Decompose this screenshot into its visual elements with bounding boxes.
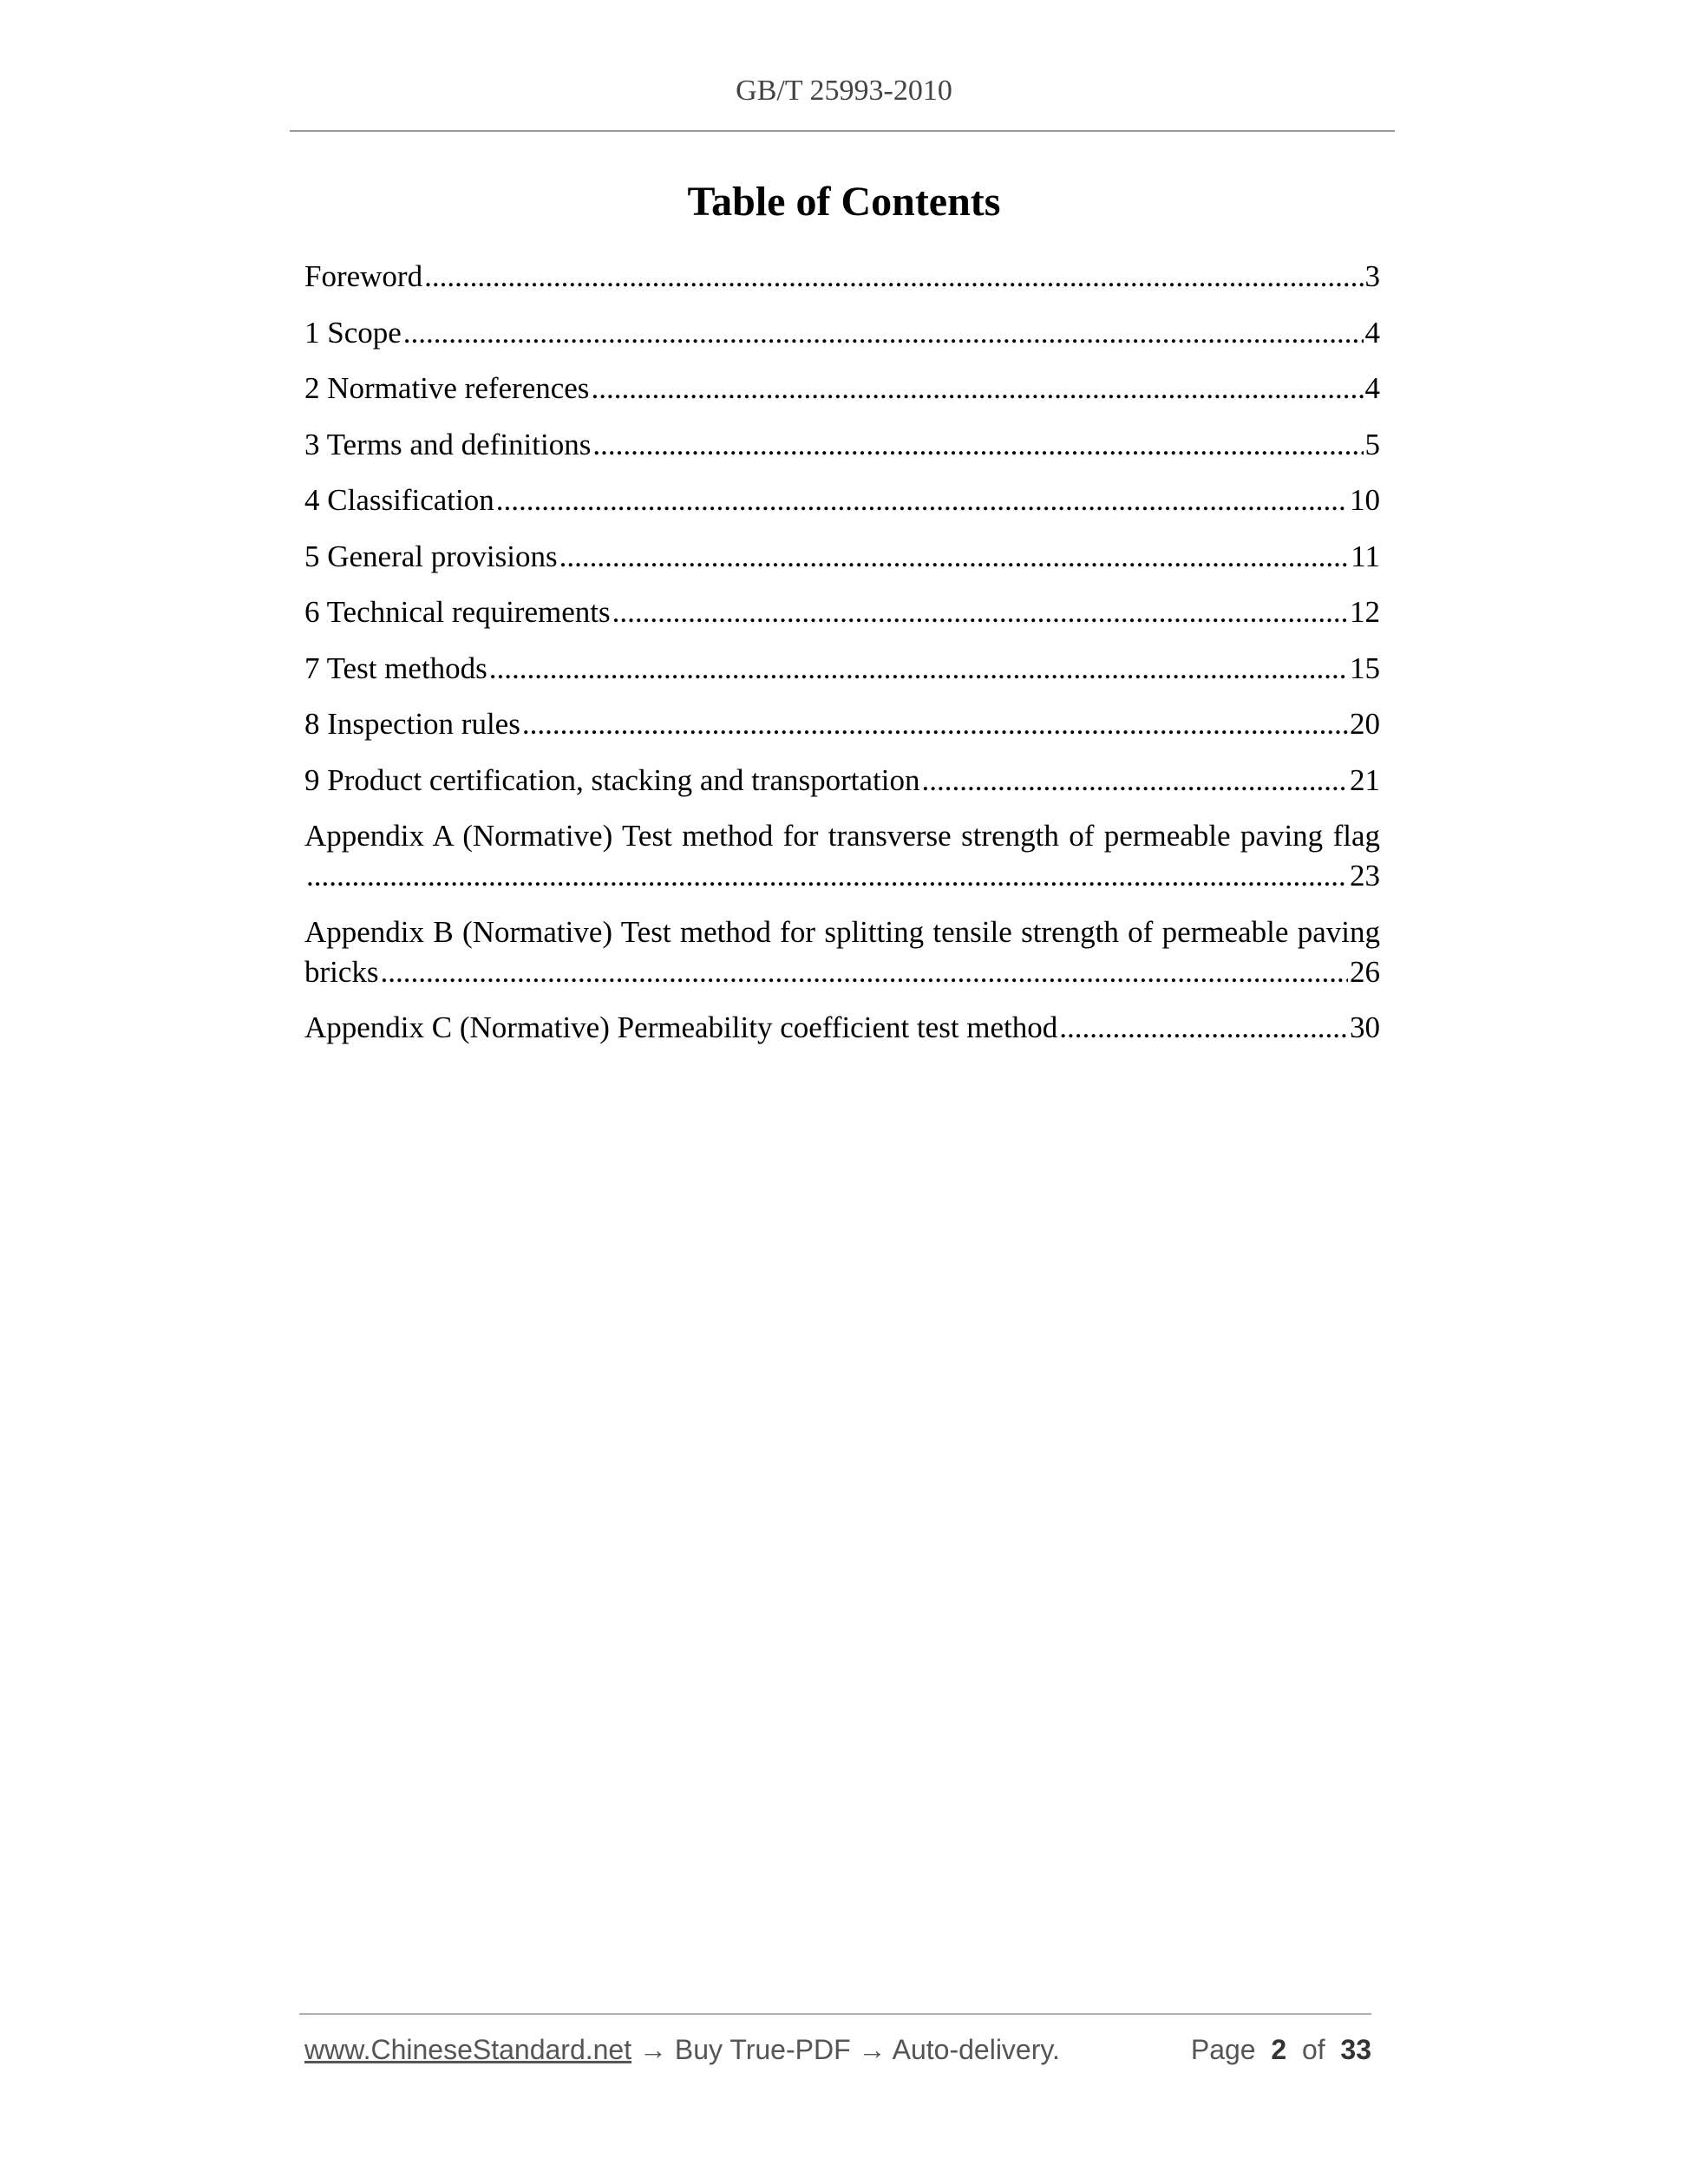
- toc-entry-label: Foreword: [304, 259, 423, 293]
- page-footer: [304, 2034, 1371, 2066]
- toc-leader-dots: [612, 592, 1348, 632]
- chinesestandard-link[interactable]: www.ChineseStandard.net: [304, 2034, 632, 2065]
- toc-entry-page: 4: [1364, 371, 1380, 405]
- page-of-label: of: [1301, 2034, 1325, 2065]
- document-header-id: GB/T 25993-2010: [736, 75, 952, 107]
- toc-entry-product-certification[interactable]: [304, 761, 1380, 801]
- toc-entry-page: 15: [1350, 651, 1380, 685]
- toc-leader-dots: [489, 649, 1348, 689]
- toc-entry-label: 6 Technical requirements: [304, 595, 611, 629]
- table-of-contents: [304, 257, 1380, 1064]
- toc-entry-appendix-a[interactable]: [304, 816, 1380, 896]
- toc-entry-appendix-c[interactable]: [304, 1008, 1380, 1048]
- arrow-right-icon: →: [858, 2034, 887, 2065]
- toc-leader-dots: [591, 369, 1363, 409]
- toc-leader-dots: [1059, 1008, 1348, 1048]
- toc-entry-page: 26: [1350, 954, 1380, 989]
- toc-entry-page: 11: [1351, 539, 1380, 573]
- toc-title: Table of Contents: [687, 179, 1001, 225]
- toc-entry-page: 20: [1350, 707, 1380, 741]
- toc-entry-technical-requirements[interactable]: [304, 592, 1380, 632]
- toc-entry-classification[interactable]: [304, 481, 1380, 520]
- toc-leader-dots: [922, 761, 1348, 801]
- toc-entry-label: 9 Product certification, stacking and transportation: [304, 762, 920, 797]
- toc-entry-label: Appendix C (Normative) Permeability coefficient test method: [304, 1010, 1058, 1044]
- page-number: [1191, 2034, 1371, 2066]
- toc-entry-label: 5 General provisions: [304, 539, 558, 573]
- toc-leader-dots: [522, 704, 1348, 744]
- toc-leader-dots: [306, 856, 1348, 896]
- toc-leader-dots: [592, 425, 1363, 465]
- toc-entry-label: 7 Test methods: [304, 651, 487, 685]
- toc-entry-page: 12: [1350, 595, 1380, 629]
- toc-entry-page: 4: [1364, 315, 1380, 350]
- toc-entry-page: 23: [1350, 859, 1380, 893]
- toc-entry-normative-references[interactable]: [304, 369, 1380, 409]
- toc-entry-page: 21: [1350, 762, 1380, 797]
- toc-entry-page: 30: [1350, 1010, 1380, 1044]
- arrow-right-icon: →: [639, 2034, 667, 2065]
- toc-entry-label: Appendix B (Normative) Test method for splitting tensile strength of permeable paving: [304, 914, 1380, 949]
- toc-entry-page: 5: [1364, 427, 1380, 461]
- auto-delivery-text: Auto-delivery.: [892, 2034, 1060, 2065]
- toc-leader-dots: [496, 481, 1348, 520]
- toc-entry-page: 10: [1350, 483, 1380, 517]
- header-divider: [290, 130, 1395, 132]
- toc-leader-dots: [424, 257, 1363, 297]
- toc-entry-label: 3 Terms and definitions: [304, 427, 592, 461]
- footer-promo: [304, 2034, 1060, 2066]
- toc-leader-dots: [559, 537, 1350, 577]
- toc-entry-appendix-b[interactable]: [304, 912, 1380, 992]
- toc-entry-test-methods[interactable]: [304, 649, 1380, 689]
- footer-divider: [299, 2013, 1371, 2015]
- page-total: 33: [1340, 2034, 1371, 2065]
- toc-leader-dots: [403, 313, 1364, 353]
- toc-entry-label-continued: bricks: [304, 954, 379, 989]
- buy-true-pdf-text: Buy True-PDF: [674, 2034, 851, 2065]
- page-current: 2: [1271, 2034, 1287, 2065]
- toc-entry-page: 3: [1364, 259, 1380, 293]
- toc-entry-inspection-rules[interactable]: [304, 704, 1380, 744]
- toc-entry-foreword[interactable]: [304, 257, 1380, 297]
- toc-entry-label: 4 Classification: [304, 483, 494, 517]
- page-label: Page: [1190, 2034, 1256, 2065]
- toc-entry-terms-definitions[interactable]: [304, 425, 1380, 465]
- toc-entry-label: Appendix A (Normative) Test method for transverse strength of permeable paving flag: [304, 819, 1380, 853]
- toc-entry-general-provisions[interactable]: [304, 537, 1380, 577]
- toc-leader-dots: [381, 952, 1348, 992]
- toc-entry-label: 2 Normative references: [304, 371, 590, 405]
- toc-entry-label: 1 Scope: [304, 315, 402, 350]
- toc-entry-scope[interactable]: [304, 313, 1380, 353]
- toc-entry-label: 8 Inspection rules: [304, 707, 520, 741]
